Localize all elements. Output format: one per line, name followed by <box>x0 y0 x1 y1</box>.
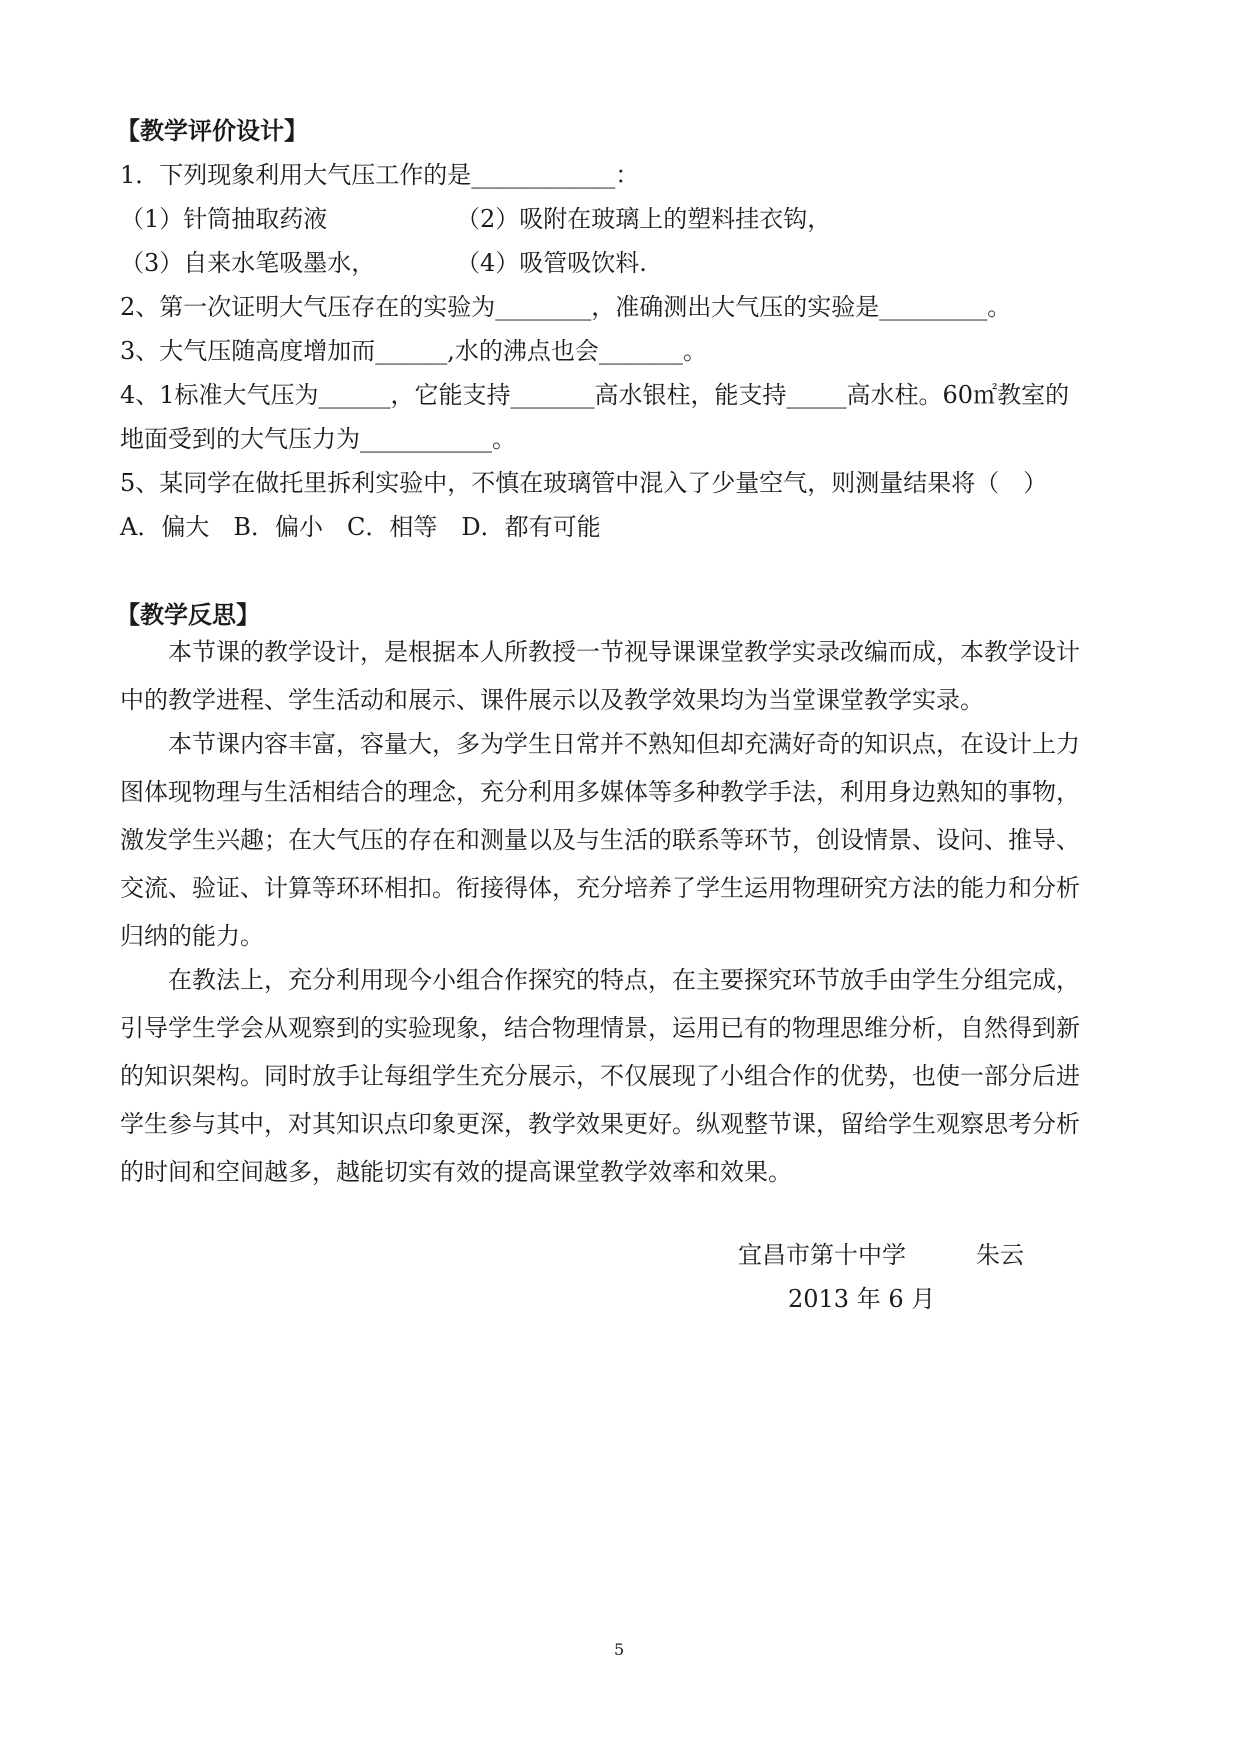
paragraph-line: 本节课的教学设计，是根据本人所教授一节视导课课堂教学实录改编而成，本教学设计 <box>168 638 1080 666</box>
page-number: 5 <box>614 1640 625 1659</box>
signature-date: 2013 年 6 月 <box>788 1285 936 1313</box>
reflection-paragraph-2 <box>120 720 1130 960</box>
paragraph-line: 激发学生兴趣；在大气压的存在和测量以及与生活的联系等环节，创设情景、设问、推导、 <box>120 826 1080 854</box>
paragraph-line: 图体现物理与生活相结合的理念，充分利用多媒体等多种教学手法，利用身边熟知的事物， <box>120 778 1080 806</box>
signature-school: 宜昌市第十中学 <box>738 1241 906 1269</box>
paragraph-line: 引导学生学会从观察到的实验现象，结合物理情景，运用已有的物理思维分析，自然得到新 <box>120 1014 1080 1042</box>
evaluation-heading: 【教学评价设计】 <box>116 116 308 145</box>
question-5-options: A．偏大 B．偏小 C．相等 D．都有可能 <box>120 513 601 541</box>
question-1-option-4: （4）吸管吸饮料. <box>456 249 647 277</box>
paragraph-line: 本节课内容丰富，容量大，多为学生日常并不熟知但却充满好奇的知识点，在设计上力 <box>168 730 1080 758</box>
paragraph-line: 归纳的能力。 <box>120 922 264 950</box>
question-1-option-3: （3）自来水笔吸墨水， <box>120 249 376 277</box>
reflection-heading: 【教学反思】 <box>116 600 260 629</box>
paragraph-line: 中的教学进程、学生活动和展示、课件展示以及教学效果均为当堂课堂教学实录。 <box>120 686 984 714</box>
question-1: 1．下列现象利用大气压工作的是____________： <box>120 161 640 189</box>
paragraph-line: 交流、验证、计算等环环相扣。衔接得体，充分培养了学生运用物理研究方法的能力和分析 <box>120 874 1080 902</box>
question-4-line-2: 地面受到的大气压力为___________。 <box>120 425 516 453</box>
question-4-line-1: 4、1标准大气压为______，它能支持_______高水银柱，能支持_____高水柱。60㎡教室的 <box>120 381 1070 409</box>
question-3: 3、大气压随高度增加而______,水的沸点也会_______。 <box>120 337 707 365</box>
question-2: 2、第一次证明大气压存在的实验为________，准确测出大气压的实验是_________。 <box>120 293 1012 321</box>
question-5: 5、某同学在做托里拆利实验中，不慎在玻璃管中混入了少量空气，则测量结果将（ ） <box>120 469 1048 497</box>
signature-author: 朱云 <box>976 1241 1024 1269</box>
paragraph-line: 的知识架构。同时放手让每组学生充分展示，不仅展现了小组合作的优势，也使一部分后进 <box>120 1062 1080 1090</box>
paragraph-line: 学生参与其中，对其知识点印象更深，教学效果更好。纵观整节课，留给学生观察思考分析 <box>120 1110 1080 1138</box>
reflection-paragraph-3 <box>120 956 1130 1196</box>
reflection-paragraph-1 <box>120 628 1130 724</box>
question-1-option-2: （2）吸附在玻璃上的塑料挂衣钩， <box>456 205 832 233</box>
paragraph-line: 在教法上，充分利用现今小组合作探究的特点，在主要探究环节放手由学生分组完成， <box>168 966 1080 994</box>
paragraph-line: 的时间和空间越多，越能切实有效的提高课堂教学效率和效果。 <box>120 1158 792 1186</box>
question-1-option-1: （1）针筒抽取药液 <box>120 205 328 233</box>
